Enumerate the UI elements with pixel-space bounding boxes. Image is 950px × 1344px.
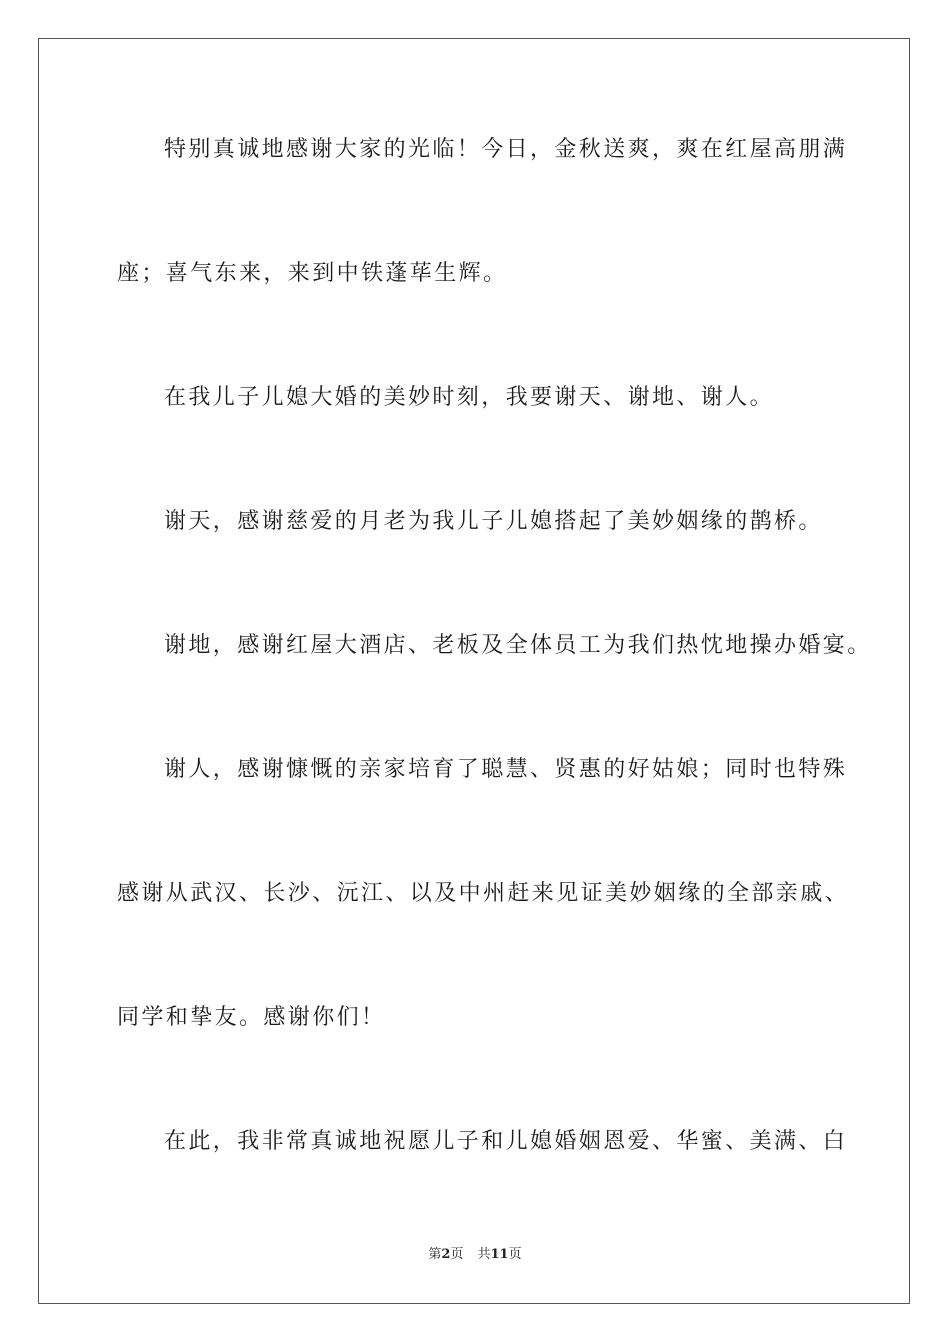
total-pages: 11: [490, 1247, 509, 1262]
paragraph-line: 在我儿子儿媳大婚的美妙时刻，我要谢天、谢地、谢人。: [164, 385, 775, 410]
paragraph-line: 在此，我非常真诚地祝愿儿子和儿媳婚姻恩爱、华蜜、美满、白: [164, 1129, 848, 1154]
paragraph-line: 感谢从武汉、长沙、沅江、以及中州赶来见证美妙姻缘的全部亲戚、: [117, 881, 850, 906]
page-frame: [38, 38, 910, 1304]
paragraph-line: 特别真诚地感谢大家的光临！今日，金秋送爽，爽在红屋高朋满: [164, 137, 848, 162]
page-prefix: 第: [428, 1247, 442, 1262]
paragraph-line: 谢人，感谢慷慨的亲家培育了聪慧、贤惠的好姑娘；同时也特殊: [164, 757, 848, 782]
total-suffix: 页: [508, 1247, 522, 1262]
page-number: 2: [441, 1247, 451, 1262]
paragraph-line: 同学和挚友。感谢你们！: [117, 1005, 386, 1030]
paragraph-line: 谢地，感谢红屋大酒店、老板及全体员工为我们热忱地操办婚宴。: [164, 633, 872, 658]
paragraph-line: 座；喜气东来，来到中铁蓬荜生辉。: [117, 261, 508, 286]
page-footer: [0, 1246, 950, 1264]
page-suffix: 页: [450, 1247, 464, 1262]
paragraph-line: 谢天，感谢慈爱的月老为我儿子儿媳搭起了美妙姻缘的鹊桥。: [164, 509, 823, 534]
total-prefix: 共: [477, 1247, 491, 1262]
